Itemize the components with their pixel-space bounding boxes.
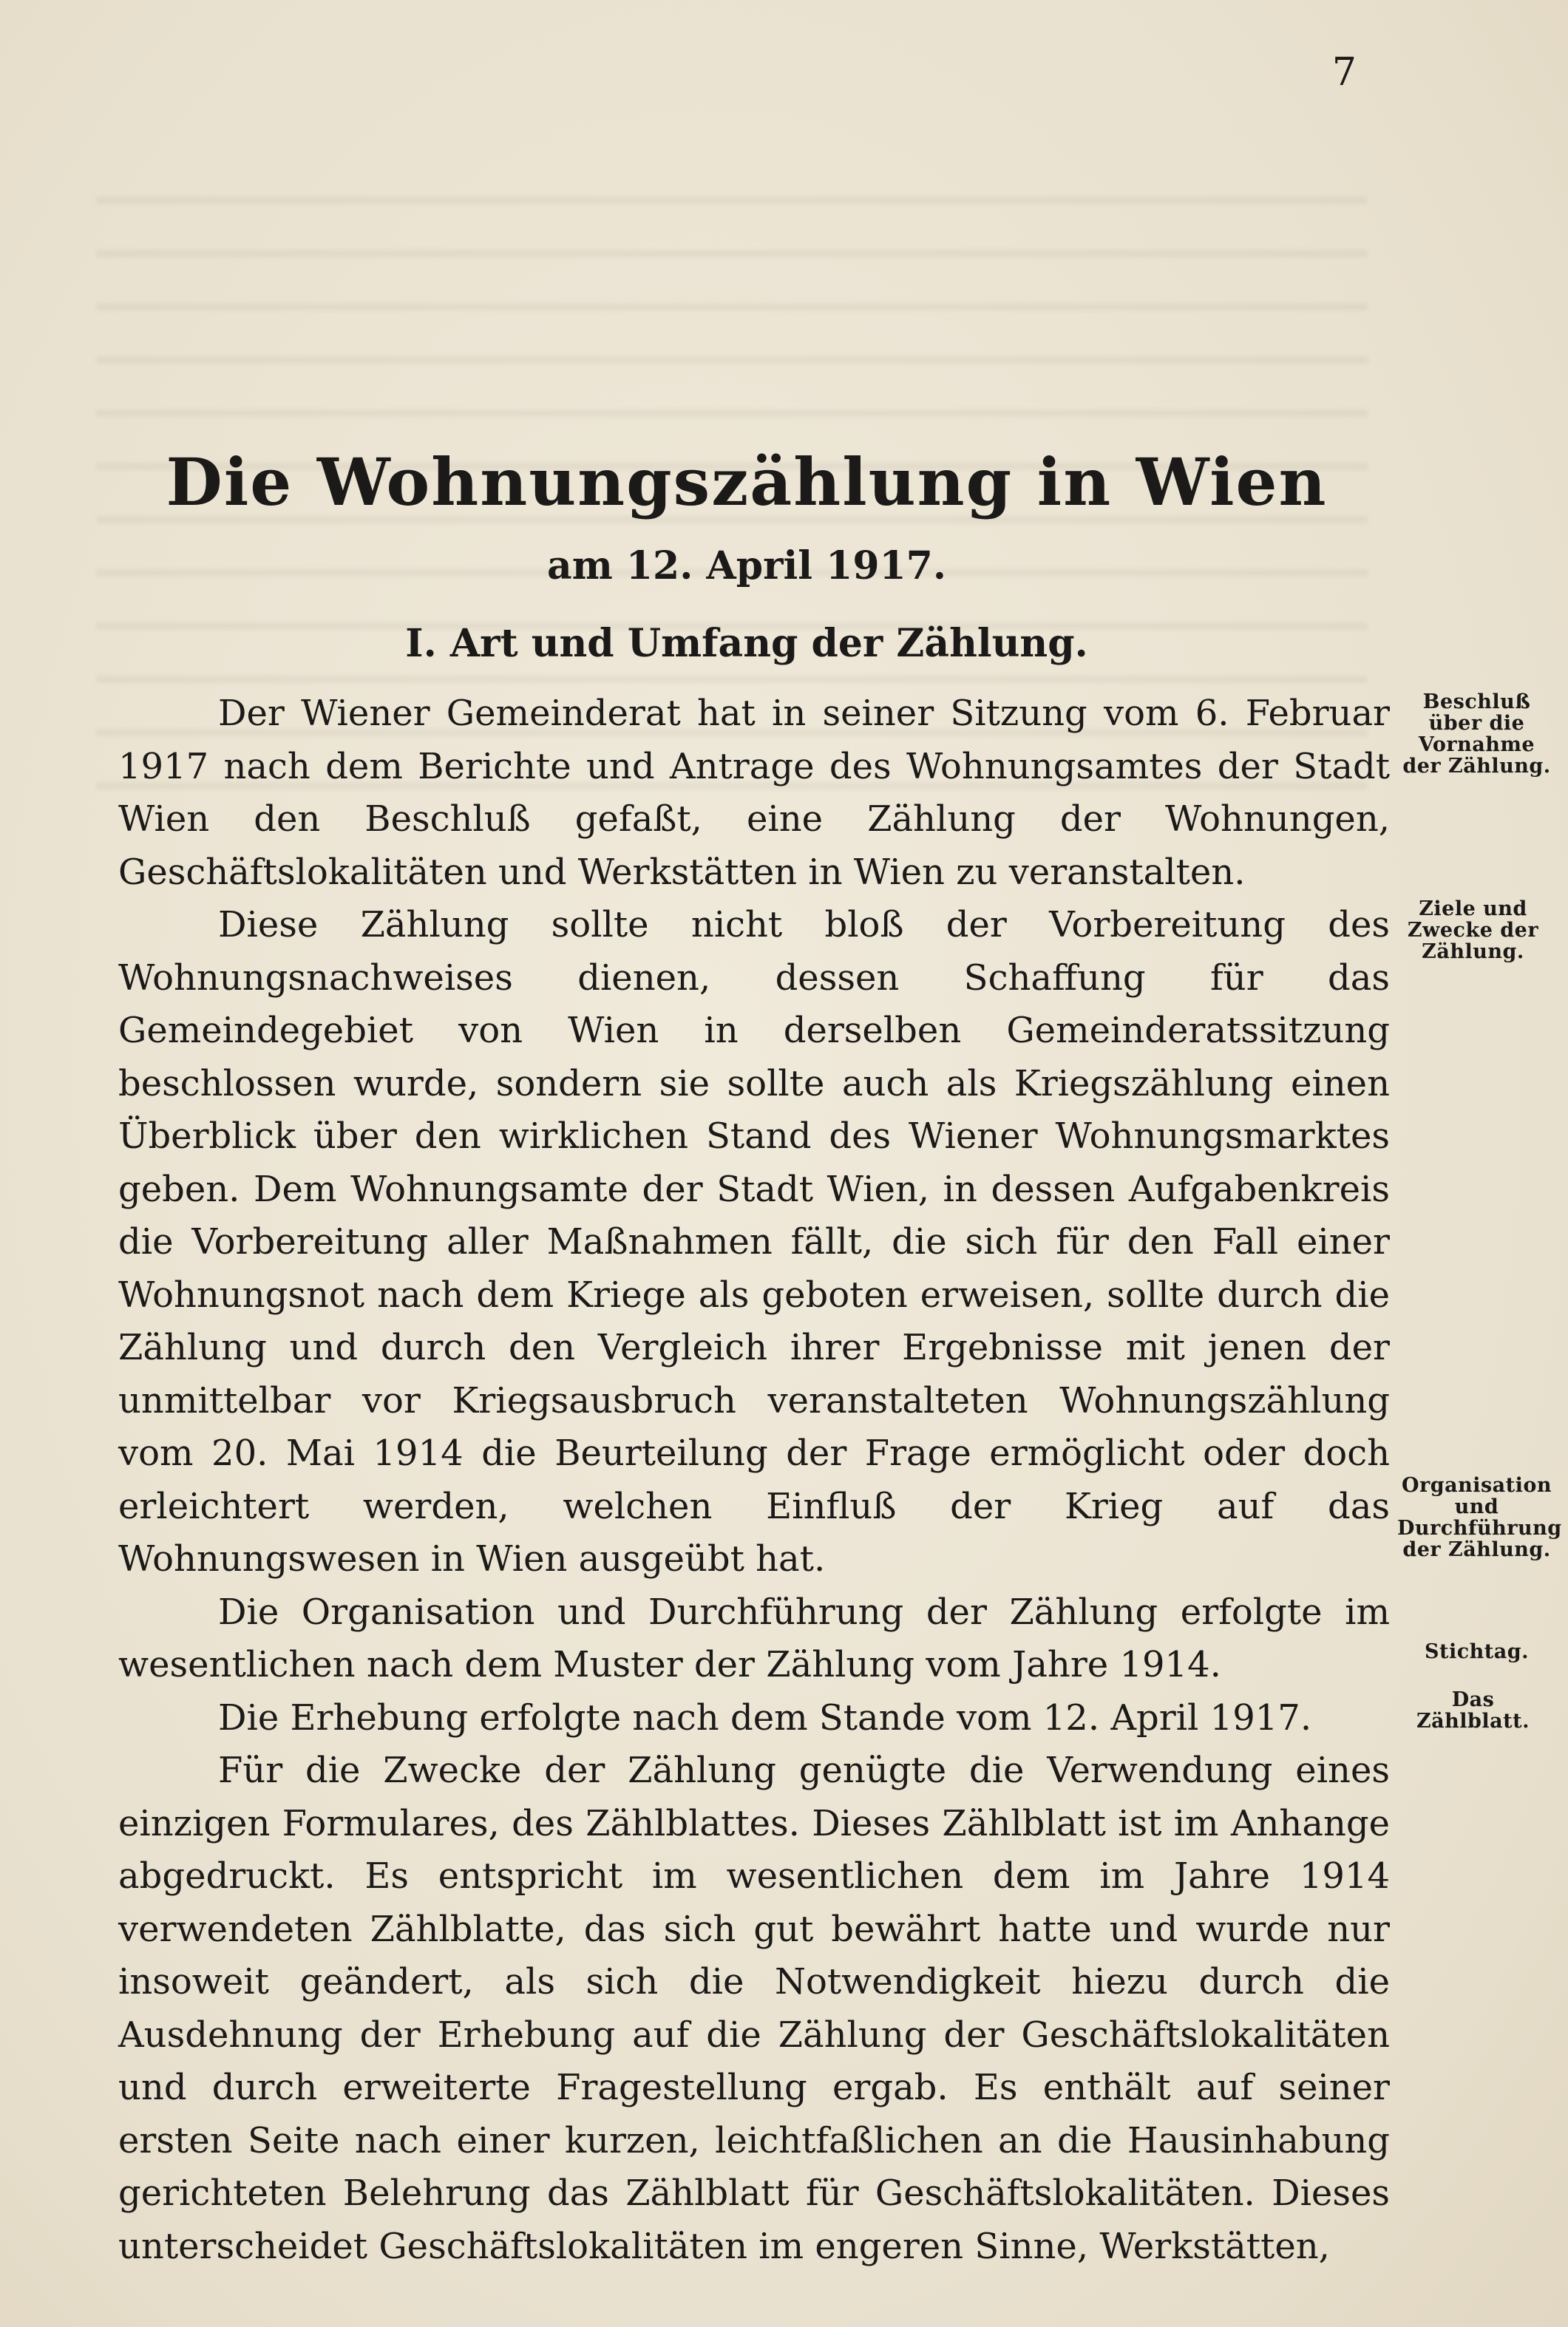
page-title: Die Wohnungszählung in Wien — [166, 444, 1328, 520]
margin-note-reference-date: Stichtag. — [1424, 1640, 1530, 1663]
page-subtitle: am 12. April 1917. — [547, 543, 946, 588]
margin-note-count-sheet: Das Zählblatt. — [1416, 1688, 1530, 1733]
margin-note-resolution: Beschluß über die Vornahme der Zählung. — [1402, 690, 1551, 778]
section-heading: I. Art und Umfang der Zählung. — [405, 621, 1088, 666]
paragraph-organisation: Die Organisation und Durchführung der Zählung erfolgte im wesentlichen nach dem Muster der Zählung vom Jahre 1914. — [118, 1591, 1390, 1685]
paragraph-reference-date: Die Erhebung erfolgte nach dem Stande vom 12. April 1917. — [218, 1696, 1312, 1739]
paragraph-goals: Diese Zählung sollte nicht bloß der Vorbereitung des Wohnungsnachweises dienen, dessen Schaffung für das Gemeindegebiet von Wien in derselben Gemeinderatssitzung beschlossen wurde, sondern sie sollte auch als Kriegszählung einen Überblick über den wirklichen Stand des Wiener Wohnungsmarktes geben. Dem Wohnungsamte der Stadt Wien, in dessen Aufgabenkreis die Vorbereitung aller Maßnahmen fällt, die sich für den Fall einer Wohnungsnot nach dem Kriege als geboten erweisen, sollte durch die Zählung und durch den Vergleich ihrer Ergebnisse mit jenen der unmittelbar vor Kriegsausbruch veranstalteten Wohnungszählung vom 20. Mai 1914 die Beurteilung der Frage ermöglicht oder doch erleichtert werden, welchen Einfluß der Krieg auf das Wohnungswesen in Wien ausgeübt hat. — [118, 904, 1390, 1580]
paragraph-resolution: Der Wiener Gemeinderat hat in seiner Sitzung vom 6. Februar 1917 nach dem Berichte und Antrage des Wohnungsamtes der Stadt Wien den Beschluß gefaßt, eine Zählung der Wohnungen, Geschäftslokalitäten und Werkstätten in Wien zu veranstalten. — [118, 693, 1390, 893]
margin-note-organisation: Organisation und Durchführung der Zählung. — [1397, 1474, 1562, 1561]
paragraph-count-sheet: Für die Zwecke der Zählung genügte die Verwendung eines einzigen Formulares, des Zählblattes. Dieses Zählblatt ist im Anhange abgedruckt. Es entspricht im wesentlichen dem im Jahre 1914 verwendeten Zählblatte, das sich gut bewährt hatte und wurde nur insoweit geändert, als sich die Notwendigkeit hiezu durch die Ausdehnung der Erhebung auf die Zählung der Geschäftslokalitäten und durch erweiterte Fragestellung ergab. Es enthält auf seiner ersten Seite nach einer kurzen, leichtfaßlichen an die Hausinhabung gerichteten Belehrung das Zählblatt für Geschäftslokalitäten. Dieses unterscheidet Geschäftslokalitäten im engeren Sinne, Werkstätten, — [118, 1750, 1390, 2267]
page-number: 7 — [1331, 50, 1357, 95]
body-text — [118, 687, 1390, 2273]
margin-note-goals: Ziele und Zwecke der Zählung. — [1407, 897, 1539, 963]
